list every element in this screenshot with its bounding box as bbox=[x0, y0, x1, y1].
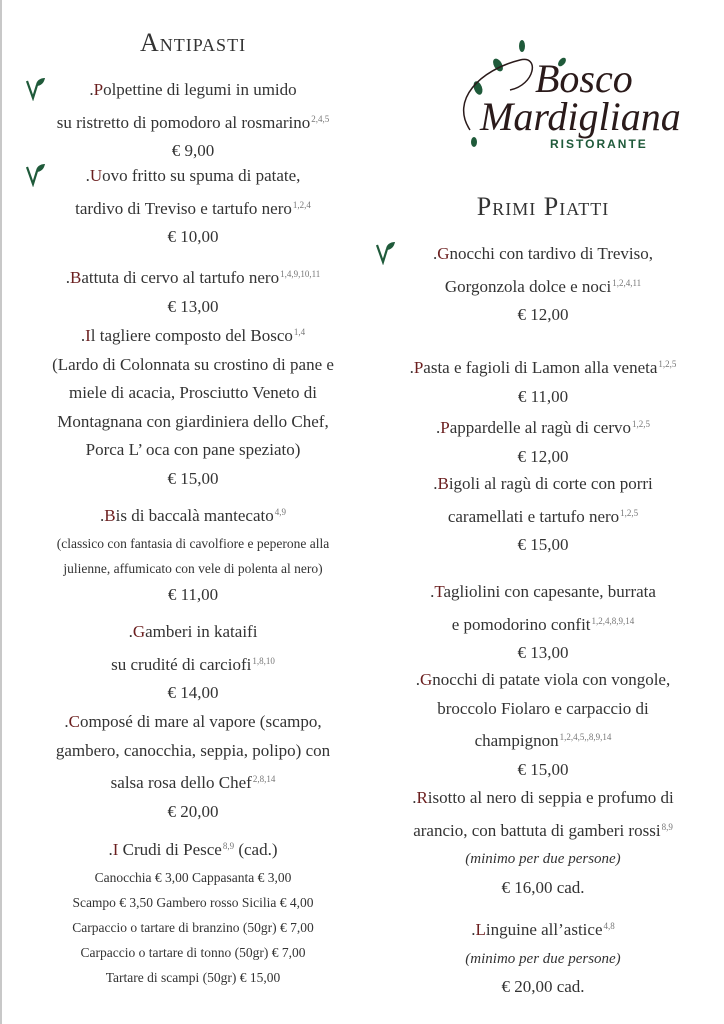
menu-item-description: arancio, con battuta di gamberi rossi$^{8,9}$ bbox=[413, 820, 673, 840]
menu-item-name: .Gamberi in kataifi bbox=[128, 622, 258, 641]
menu-item-price: € 20,00 bbox=[167, 801, 219, 821]
menu-item-name: .Pasta e fagioli di Lamon alla veneta$^{1,2,5}$ bbox=[409, 358, 677, 377]
menu-item bbox=[8, 832, 378, 990]
menu-item bbox=[8, 260, 378, 321]
menu-item-name: .Il tagliere composto del Bosco$^{1,4}$ bbox=[80, 326, 306, 345]
menu-item-price: € 15,00 bbox=[167, 468, 219, 488]
menu-item-name: .Gnocchi con tardivo di Treviso, bbox=[432, 244, 654, 263]
menu-item bbox=[362, 240, 724, 330]
menu-item-description: Gorgonzola dolce e noci$^{1,2,4,11}$ bbox=[444, 276, 642, 296]
menu-item-name: .Pappardelle al ragù di cervo$^{1,2,5}$ bbox=[436, 418, 650, 437]
menu-item-name: .Uovo fritto su spuma di patate, bbox=[85, 166, 301, 185]
menu-item-description: Montagnana con giardiniera dello Chef, bbox=[57, 411, 329, 431]
allergen-codes: 8,9 bbox=[222, 841, 235, 851]
menu-item-description: broccolo Fiolaro e carpaccio di bbox=[437, 698, 649, 718]
menu-item-price: € 13,00 bbox=[167, 296, 219, 316]
menu-item-description: (Lardo di Colonnata su crostino di pane e bbox=[52, 354, 334, 374]
allergen-codes: 1,2,4 bbox=[292, 199, 311, 210]
menu-item-price: € 11,00 bbox=[167, 584, 219, 604]
menu-item bbox=[362, 410, 724, 471]
menu-item-description: miele di acacia, Prosciutto Veneto di bbox=[68, 383, 317, 402]
menu-item-price: € 16,00 cad. bbox=[501, 877, 585, 897]
menu-item-name: .Composé di mare al vapore (scampo, bbox=[64, 712, 322, 731]
menu-item-price: € 12,00 bbox=[517, 305, 569, 324]
menu-item-name: .Tagliolini con capesante, burrata bbox=[430, 582, 656, 601]
menu-item-description: (minimo per due persone) bbox=[465, 851, 621, 867]
menu-item-name: .Polpettine di legumi in umido bbox=[89, 80, 297, 99]
menu-item-description: caramellati e tartufo nero$^{1,2,5}$ bbox=[447, 506, 639, 526]
menu-item-description: Porca L’ oca con pane speziato) bbox=[85, 440, 301, 459]
section-title: Antipasti bbox=[139, 28, 247, 57]
menu-item bbox=[8, 76, 378, 166]
menu-item bbox=[8, 618, 378, 708]
menu-item-description: Tartare di scampi (50gr) € 15,00 bbox=[105, 969, 281, 985]
menu-item-name: .Battuta di cervo al tartufo nero$^{1,4,9,10,11}$ bbox=[65, 268, 321, 287]
menu-item bbox=[8, 708, 378, 826]
menu-item bbox=[8, 318, 378, 493]
allergen-codes: 4,9 bbox=[274, 507, 286, 517]
menu-item bbox=[8, 498, 378, 609]
allergen-codes: 1,2,5 bbox=[631, 419, 650, 429]
allergen-codes: 1,4,9,10,11 bbox=[280, 269, 321, 279]
menu-item-price: € 15,00 bbox=[517, 759, 569, 779]
menu-item-description: tardivo di Treviso e tartufo nero$^{1,2,4}$ bbox=[75, 198, 311, 218]
menu-item-name: .Bis di baccalà mantecato$^{4,9}$ bbox=[100, 506, 286, 525]
allergen-codes: 1,2,4,11 bbox=[612, 277, 642, 288]
menu-item-description: (classico con fantasia di cavolfiore e peperone alla bbox=[56, 535, 330, 551]
menu-item-price: € 9,00 bbox=[171, 141, 215, 160]
allergen-codes: 2,8,14 bbox=[252, 774, 276, 784]
menu-item-description: julienne, affumicato con vele di polenta al nero) bbox=[63, 560, 323, 576]
menu-item-description: Scampo € 3,50 Gambero rosso Sicilia € 4,00 bbox=[72, 894, 314, 910]
menu-item-name: .Bigoli al ragù di corte con porri bbox=[433, 474, 653, 493]
svg-text:Bosco: Bosco bbox=[535, 56, 633, 101]
allergen-codes: 1,2,5 bbox=[620, 507, 639, 518]
menu-item-description: (minimo per due persone) bbox=[465, 950, 621, 967]
menu-item bbox=[8, 162, 378, 252]
menu-item-name: .Risotto al nero di seppia e profumo di bbox=[412, 788, 674, 807]
menu-item bbox=[362, 784, 724, 902]
vegetarian-leaf-icon bbox=[24, 163, 46, 187]
antipasti-section bbox=[8, 0, 378, 1024]
menu-item bbox=[362, 470, 724, 560]
menu-item-name: .Gnocchi di patate viola con vongole, bbox=[415, 670, 671, 689]
menu-item-price: € 12,00 bbox=[517, 446, 569, 466]
allergen-codes: 1,2,5 bbox=[658, 359, 677, 369]
section-title: Primi Piatti bbox=[476, 192, 610, 221]
menu-item-description: champignon$^{1,2,4,5,,8,9,14}$ bbox=[474, 731, 612, 750]
menu-item-price: € 15,00 bbox=[517, 535, 569, 554]
menu-item-description: Carpaccio o tartare di branzino (50gr) € 7,00 bbox=[72, 919, 314, 935]
menu-item bbox=[362, 350, 724, 411]
menu-item-description: Carpaccio o tartare di tonno (50gr) € 7,00 bbox=[80, 944, 306, 960]
menu-item-description: su crudité di carciofi$^{1,8,10}$ bbox=[111, 654, 275, 674]
primi-piatti-section bbox=[362, 0, 724, 1024]
menu-item-price: € 10,00 bbox=[167, 227, 219, 246]
menu-item-price: € 20,00 cad. bbox=[501, 977, 585, 996]
menu-item-description: su ristretto di pomodoro al rosmarino$^{2,4,5}$ bbox=[56, 112, 330, 132]
menu-item-description: e pomodorino confit$^{1,2,4,8,9,14}$ bbox=[451, 614, 635, 634]
menu-item-price: € 13,00 bbox=[517, 643, 569, 662]
page-edge bbox=[0, 0, 2, 1024]
menu-item-price: € 14,00 bbox=[167, 683, 219, 702]
allergen-codes: 1,8,10 bbox=[252, 655, 275, 666]
allergen-codes: 1,2,4,5,,8,9,14 bbox=[559, 732, 612, 742]
menu-item-description: gambero, canocchia, seppia, polipo) con bbox=[55, 740, 331, 760]
allergen-codes: 1,4 bbox=[293, 327, 306, 337]
menu-item bbox=[362, 666, 724, 784]
allergen-codes: 4,8 bbox=[603, 921, 615, 931]
vegetarian-leaf-icon bbox=[374, 241, 396, 265]
menu-item-description: Canocchia € 3,00 Cappasanta € 3,00 bbox=[94, 869, 292, 885]
allergen-codes: 2,4,5 bbox=[311, 113, 330, 124]
menu-item-price: € 11,00 bbox=[517, 386, 569, 406]
menu-item-name: .I Crudi di Pesce$^{8,9}$ (cad.) bbox=[108, 840, 278, 859]
menu-item-description: salsa rosa dello Chef$^{2,8,14}$ bbox=[110, 773, 276, 792]
allergen-codes: 8,9 bbox=[661, 821, 673, 832]
menu-item bbox=[362, 912, 724, 1002]
svg-text:RISTORANTE: RISTORANTE bbox=[550, 137, 648, 150]
allergen-codes: 1,2,4,8,9,14 bbox=[591, 615, 635, 626]
svg-text:Mardigliana: Mardigliana bbox=[480, 94, 680, 139]
menu-item bbox=[362, 578, 724, 668]
vegetarian-leaf-icon bbox=[24, 77, 46, 101]
menu-item-name: .Linguine all’astice$^{4,8}$ bbox=[471, 920, 615, 939]
